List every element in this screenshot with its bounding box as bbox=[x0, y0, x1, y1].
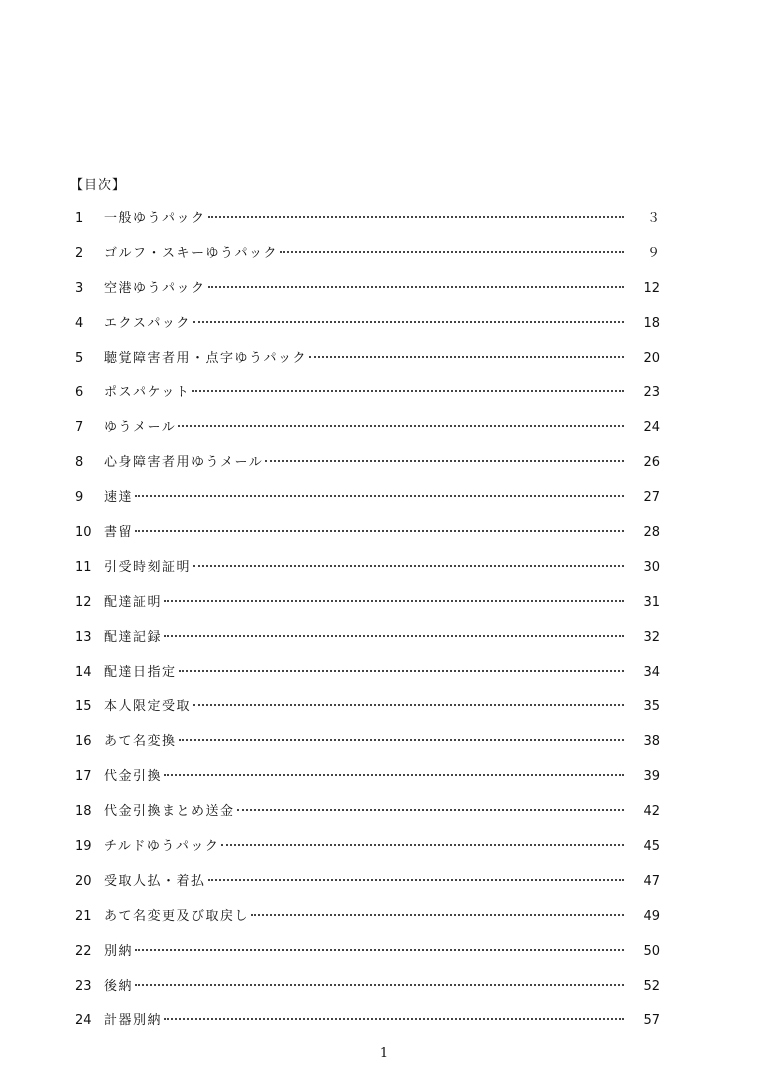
toc-entry[interactable] bbox=[75, 626, 660, 661]
dot-leader bbox=[208, 216, 624, 218]
toc-entry[interactable] bbox=[75, 905, 660, 940]
entry-number: 2 bbox=[75, 245, 84, 261]
entry-page: 12 bbox=[643, 280, 660, 296]
entry-title: 後納 bbox=[104, 978, 134, 994]
toc-entry[interactable] bbox=[75, 800, 660, 835]
entry-number: 24 bbox=[75, 1013, 92, 1029]
dot-leader bbox=[221, 844, 624, 846]
toc-entry[interactable] bbox=[75, 451, 660, 486]
entry-title: 空港ゆうパック bbox=[104, 280, 206, 296]
dot-leader bbox=[135, 949, 624, 951]
entry-title: 心身障害者用ゆうメール bbox=[104, 455, 264, 471]
toc-entry[interactable] bbox=[75, 242, 660, 277]
entry-number: 22 bbox=[75, 943, 92, 959]
entry-number: 12 bbox=[75, 594, 92, 610]
entry-number: 3 bbox=[75, 280, 84, 296]
toc-entry[interactable] bbox=[75, 1009, 660, 1044]
entry-page: 20 bbox=[643, 350, 660, 366]
toc-entry[interactable] bbox=[75, 207, 660, 242]
dot-leader bbox=[135, 530, 624, 532]
entry-number: 4 bbox=[75, 315, 84, 331]
entry-number: 21 bbox=[75, 908, 92, 924]
dot-leader bbox=[179, 739, 624, 741]
toc-entry[interactable] bbox=[75, 765, 660, 800]
entry-title: あて名変更及び取戻し bbox=[104, 908, 250, 924]
toc-entry[interactable] bbox=[75, 730, 660, 765]
entry-page: 57 bbox=[643, 1013, 660, 1029]
entry-number: 15 bbox=[75, 699, 92, 715]
entry-number: 9 bbox=[75, 490, 84, 506]
entry-page: 18 bbox=[643, 315, 660, 331]
toc-entry[interactable] bbox=[75, 312, 660, 347]
entry-number: 1 bbox=[75, 211, 84, 226]
entry-page: 31 bbox=[643, 594, 660, 610]
entry-title: 受取人払・着払 bbox=[104, 873, 206, 889]
entry-page: 23 bbox=[643, 385, 660, 401]
entry-title: 速達 bbox=[104, 490, 134, 506]
dot-leader bbox=[193, 321, 624, 323]
entry-number: 6 bbox=[75, 385, 84, 401]
entry-page: 30 bbox=[643, 559, 660, 575]
table-of-contents bbox=[75, 207, 660, 1044]
entry-page: 27 bbox=[643, 490, 660, 506]
dot-leader bbox=[193, 565, 624, 567]
entry-title: ゴルフ・スキーゆうパック bbox=[104, 245, 279, 261]
entry-title: エクスパック bbox=[104, 315, 191, 331]
dot-leader bbox=[164, 774, 624, 776]
entry-title: ポスパケット bbox=[104, 385, 191, 401]
entry-page: 35 bbox=[643, 699, 660, 715]
entry-title: 別納 bbox=[104, 943, 134, 959]
entry-page: ３ bbox=[646, 211, 660, 226]
entry-page: 49 bbox=[643, 908, 660, 924]
dot-leader bbox=[164, 600, 624, 602]
entry-number: 13 bbox=[75, 629, 92, 645]
toc-entry[interactable] bbox=[75, 870, 660, 905]
toc-heading: 【目次】 bbox=[70, 178, 127, 193]
entry-title: チルドゆうパック bbox=[104, 839, 220, 855]
dot-leader bbox=[178, 425, 624, 427]
entry-title: 計器別納 bbox=[104, 1013, 163, 1029]
dot-leader bbox=[135, 495, 624, 497]
dot-leader bbox=[164, 635, 624, 637]
toc-entry[interactable] bbox=[75, 521, 660, 556]
entry-title: 引受時刻証明 bbox=[104, 559, 192, 575]
entry-number: 5 bbox=[75, 350, 84, 366]
entry-page: 32 bbox=[643, 629, 660, 645]
entry-title: あて名変換 bbox=[104, 734, 177, 750]
page-number: 1 bbox=[379, 1046, 389, 1061]
entry-number: 10 bbox=[75, 525, 92, 541]
entry-title: 書留 bbox=[104, 525, 134, 541]
entry-number: 19 bbox=[75, 839, 92, 855]
entry-title: 配達証明 bbox=[104, 594, 163, 610]
dot-leader bbox=[164, 1018, 624, 1020]
entry-title: 配達日指定 bbox=[104, 664, 177, 680]
dot-leader bbox=[237, 809, 624, 811]
entry-page: 45 bbox=[643, 839, 660, 855]
entry-page: 50 bbox=[643, 943, 660, 959]
entry-page: 26 bbox=[643, 455, 660, 471]
entry-page: 24 bbox=[643, 420, 660, 436]
entry-page: 39 bbox=[643, 769, 660, 785]
dot-leader bbox=[265, 460, 624, 462]
dot-leader bbox=[208, 286, 624, 288]
toc-entry[interactable] bbox=[75, 661, 660, 696]
entry-page: 42 bbox=[643, 804, 660, 820]
entry-number: 8 bbox=[75, 455, 84, 471]
entry-number: 18 bbox=[75, 804, 92, 820]
dot-leader bbox=[309, 356, 624, 358]
entry-page: ９ bbox=[646, 245, 660, 261]
entry-number: 7 bbox=[75, 420, 84, 436]
entry-number: 17 bbox=[75, 769, 92, 785]
dot-leader bbox=[251, 914, 624, 916]
entry-title: ゆうメール bbox=[104, 420, 177, 436]
entry-number: 20 bbox=[75, 873, 92, 889]
entry-title: 代金引換 bbox=[104, 769, 163, 785]
toc-entry[interactable] bbox=[75, 975, 660, 1010]
entry-number: 16 bbox=[75, 734, 92, 750]
entry-number: 11 bbox=[75, 559, 92, 575]
toc-entry[interactable] bbox=[75, 381, 660, 416]
entry-title: 聴覚障害者用・点字ゆうパック bbox=[104, 350, 308, 366]
dot-leader bbox=[280, 251, 624, 253]
entry-title: 一般ゆうパック bbox=[104, 211, 206, 226]
entry-title: 本人限定受取 bbox=[104, 699, 192, 715]
toc-entry[interactable] bbox=[75, 486, 660, 521]
toc-entry[interactable] bbox=[75, 416, 660, 451]
entry-number: 23 bbox=[75, 978, 92, 994]
entry-page: 34 bbox=[643, 664, 660, 680]
toc-entry[interactable] bbox=[75, 591, 660, 626]
entry-page: 28 bbox=[643, 525, 660, 541]
dot-leader bbox=[193, 704, 624, 706]
entry-title: 代金引換まとめ送金 bbox=[104, 804, 235, 820]
entry-page: 52 bbox=[643, 978, 660, 994]
dot-leader bbox=[208, 879, 624, 881]
toc-entry[interactable] bbox=[75, 835, 660, 870]
toc-entry[interactable] bbox=[75, 695, 660, 730]
dot-leader bbox=[135, 984, 624, 986]
entry-title: 配達記録 bbox=[104, 629, 163, 645]
toc-entry[interactable] bbox=[75, 277, 660, 312]
dot-leader bbox=[179, 670, 624, 672]
toc-entry[interactable] bbox=[75, 940, 660, 975]
entry-page: 38 bbox=[643, 734, 660, 750]
toc-entry[interactable] bbox=[75, 347, 660, 382]
toc-entry[interactable] bbox=[75, 556, 660, 591]
entry-page: 47 bbox=[643, 873, 660, 889]
dot-leader bbox=[192, 390, 624, 392]
entry-number: 14 bbox=[75, 664, 92, 680]
